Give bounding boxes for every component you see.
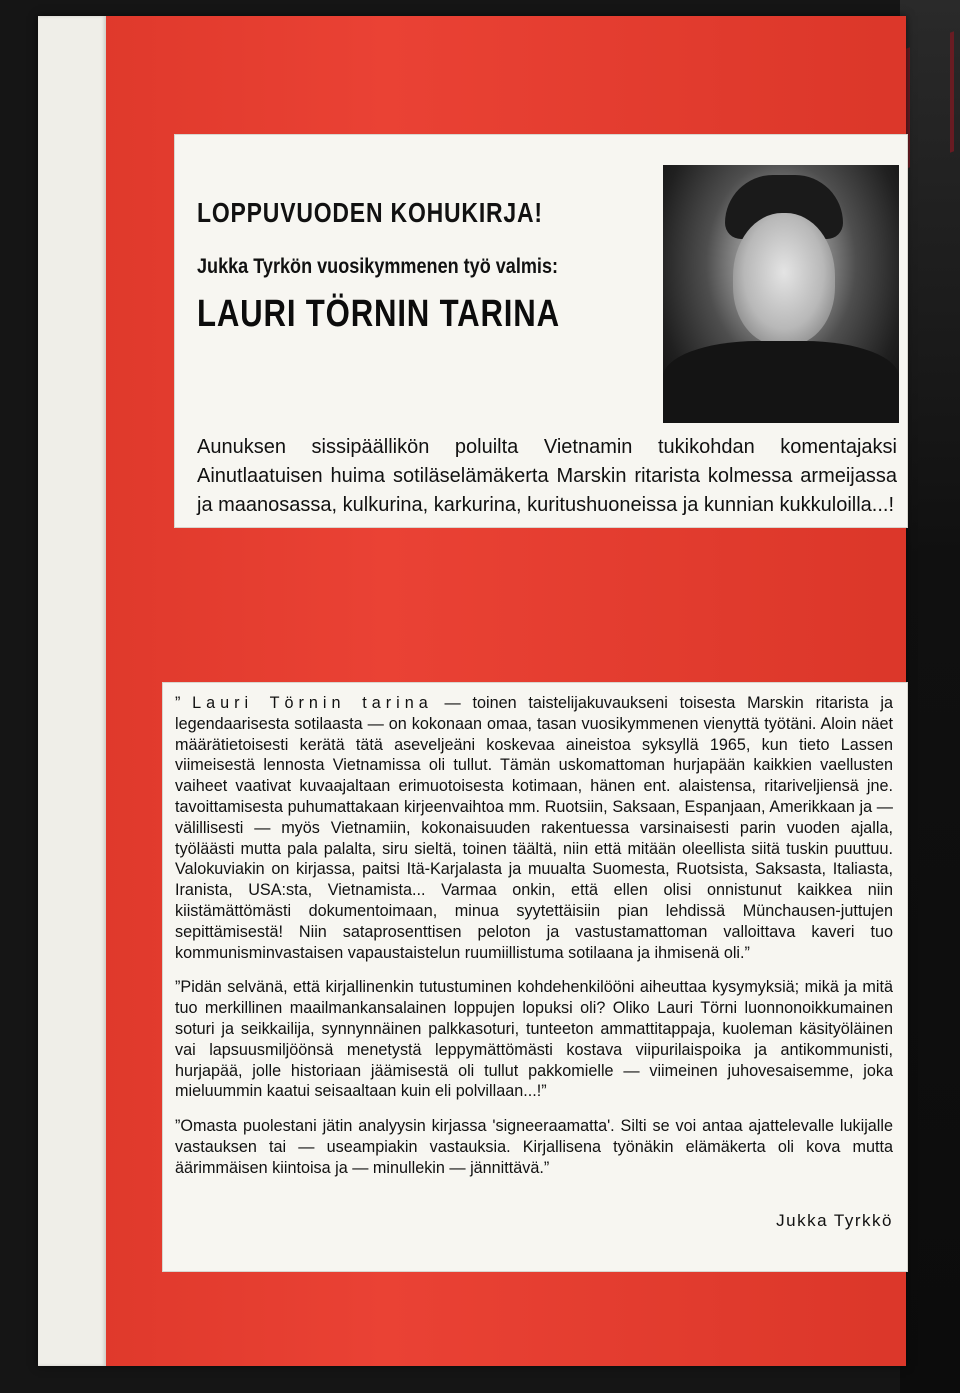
quote-title-spaced: Lauri Törnin tarina bbox=[192, 694, 433, 712]
subline: Jukka Tyrkön vuosikymmenen työ valmis: bbox=[197, 255, 559, 278]
author-signature: Jukka Tyrkkö bbox=[776, 1211, 893, 1230]
book-title: LAURI TÖRNIN TARINA bbox=[197, 293, 560, 335]
top-text-panel bbox=[174, 134, 908, 528]
quote-open-mark: ” bbox=[175, 694, 193, 712]
book-back-cover bbox=[38, 16, 906, 1366]
spine-strip bbox=[38, 16, 106, 1366]
quote-paragraph-3: ”Omasta puolestani jätin analyysin kirjassa 'signeeraamatta'. Silti se voi antaa ajattelevalle lukijalle vastauksen tai — useampiakin vastauksia. Kirjallisena työnäkin elämäkerta oli kova mutta äärimmäisen kiintoisa ja — minullekin — jännittävä.” bbox=[175, 1117, 893, 1177]
portrait-face bbox=[733, 213, 835, 345]
blurb-text: Aunuksen sissipäällikön poluilta Vietnamin tukikohdan komentajaksi Ainutlaatuisen huima sotiläselämäkerta Marskin ritarista kolmessa armeijassa ja maanosassa, kulkurina, karkurina, kuritushuoneissa ja kunnian kukkuloilla...! bbox=[197, 436, 897, 516]
background-decoration bbox=[906, 31, 954, 168]
quote-paragraph-1-rest: — toinen taistelijakuvaukseni toisesta Marskin ritarista ja legendaarisesta sotilaasta — on kokonaan omaa, tasan vuosikymmenen vienyttä työtäni. Aloin näet määrätietoisesti kerätä tätä aseveljeäni koskevaa aineistoa syksyllä 1965, kun tieto Lassen viimeisestä lennosta Vietnamissa oli tullut. Tämän uskomattoman hurjapään kaikkien vaellusten vaiheet vaativat kuvaajaltaan erimuotoisesta kotimaan, hänen ent. alaistensa, ritariveljiensä jne. tavoittamisesta puhumattakaan kirjeenvaihtoa mm. Ruotsiin, Saksaan, Espanjaan, Amerikkaan ja — välillisesti — myös Vietnamiin, kokonaisuuden rakentuessa varsinaisesti parin vuoden ajalla, työläästi mutta pala palalta, siru sieltä, toinen täältä, niin että mitään oleellista siitä tuskin puuttuu. Valokuviakin on kirjassa, paitsi Itä-Karjalasta ja muualta Suomesta, Ruotsista, Saksasta, Italiasta, Iranista, USA:sta, Vietnamista... Varmaa onkin, että ellen olisi onnistunut kaikkea niin kiistämättömästi dokumentoimaan, minua syytettäisiin pian lehdissä Münchausen-juttujen sepittämisestä! Niin sataprosenttisen peloton ja vastustamattoman valloittava kaveri tuo kommunisminvastaisen vapaustaistelun ruumiillistuma sotilaana ja ihmisenä oli.” bbox=[175, 694, 893, 962]
quote-paragraph-1 bbox=[175, 693, 893, 963]
portrait-uniform bbox=[663, 341, 899, 423]
portrait-photo bbox=[663, 165, 899, 423]
bottom-quote-panel bbox=[162, 682, 908, 1272]
headline: LOPPUVUODEN KOHUKIRJA! bbox=[197, 197, 543, 228]
quotes bbox=[175, 693, 893, 1193]
quote-paragraph-2: ”Pidän selvänä, että kirjallinenkin tutustuminen kohdehenkilööni aiheuttaa kysymyksiä; mikä ja mitä tuo merkillinen maailmankansalainen loppujen lopuksi oli? Oliko Lauri Törni luonnonoikkumainen soturi ja seikkailija, synnynnäinen palkkasoturi, tunteeton ammattitappaja, kuoleman käsityöläinen vai lapsuusmiljöönsä menetystä leppymättömästi kostava viipurilaispoika ja antikommunisti, hurjapää, jolle historiaan jäämisestä oli tullut pakkomielle — viimeinen juhovesaisemme, joka mieluummin kaatui seisaaltaan kuin eli polvillaan...!” bbox=[175, 978, 893, 1101]
background-surface bbox=[900, 0, 960, 1393]
